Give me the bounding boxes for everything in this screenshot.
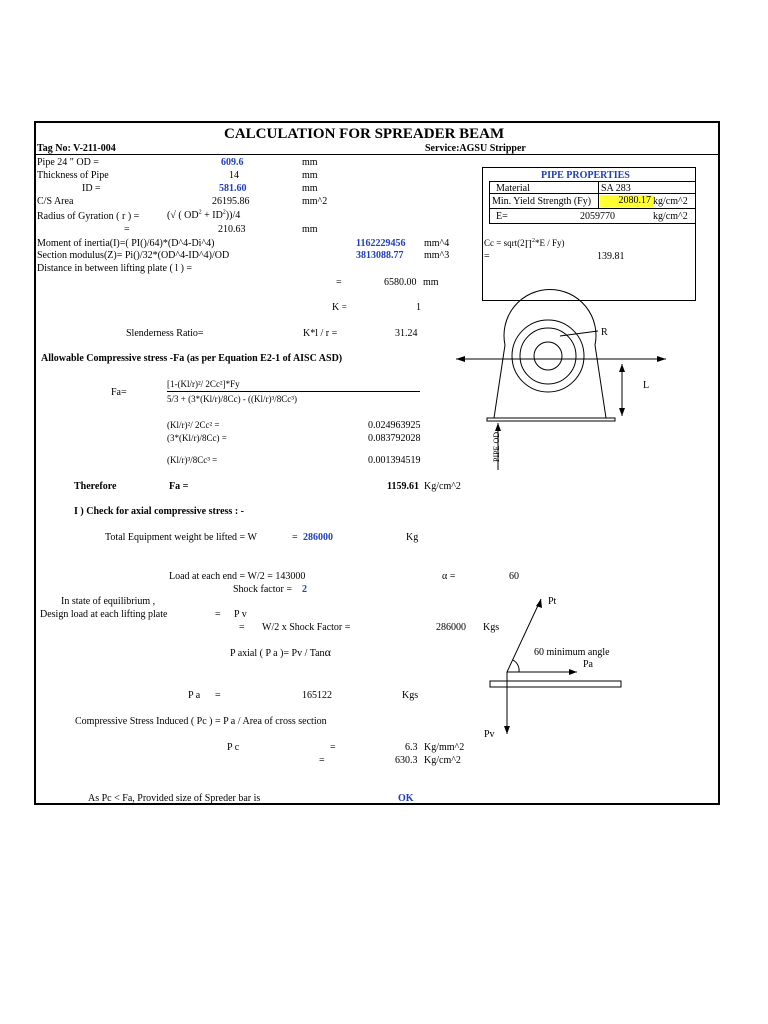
pipe-od-unit: mm — [302, 157, 318, 168]
id-label: ID = — [82, 183, 101, 194]
allowable-heading: Allowable Compressive stress -Fa (as per Equation E2-1 of AISC ASD) — [41, 353, 343, 364]
rog-equals: = — [124, 224, 130, 235]
tag-number: Tag No: V-211-004 — [37, 143, 116, 154]
axial-check-heading: I ) Check for axial compressive stress : - — [74, 506, 244, 517]
moi-label: Moment of inertia(I)=( PI()/64)*(D^4-Di^4) — [37, 238, 215, 249]
pc-equals-1: = — [330, 742, 336, 753]
slenderness-label: Slenderness Ratio= — [126, 328, 204, 339]
fa-denominator: 5/3 + (3*(Kl/r)/8Cc) - ((Kl/r)³/8Cc³) — [167, 394, 297, 404]
cs-area-value: 26195.86 — [212, 196, 250, 207]
material-label: Material — [496, 183, 530, 194]
pa-unit: Kgs — [402, 690, 419, 701]
moi-unit: mm^4 — [424, 238, 450, 249]
pipe-properties-heading: PIPE PROPERTIES — [541, 170, 630, 181]
distance-unit: mm — [423, 277, 439, 288]
result-ok: OK — [398, 793, 414, 804]
pc-value-1: 6.3 — [405, 742, 418, 753]
term2-label: (3*(Kl/r)/8Cc) = — [167, 433, 227, 443]
therefore-label: Therefore — [74, 481, 117, 492]
pc-value-2: 630.3 — [395, 755, 418, 766]
material-value: SA 283 — [601, 183, 631, 194]
pa-label: P a — [188, 690, 201, 701]
rog-unit: mm — [302, 224, 318, 235]
rog-label: Radius of Gyration ( r ) = — [37, 211, 140, 222]
pc-unit-2: Kg/cm^2 — [424, 755, 461, 766]
k-label: K = — [332, 302, 347, 313]
pa-value: 165122 — [302, 690, 332, 701]
term3-label: (Kl/r)³/8Cc³ = — [167, 455, 218, 465]
pt-label: Pt — [548, 596, 557, 607]
shock-factor-value: 2 — [302, 584, 307, 595]
section-modulus-value: 3813088.77 — [356, 250, 404, 261]
weight-unit: Kg — [406, 532, 419, 543]
pv-value: 286000 — [436, 622, 466, 633]
design-load-label: Design load at each lifting plate — [40, 609, 168, 620]
k-value: 1 — [416, 302, 421, 313]
weight-label: Total Equipment weight be lifted = W — [105, 532, 257, 543]
fa-result-label: Fa = — [169, 481, 189, 492]
id-unit: mm — [302, 183, 318, 194]
pc-unit-1: Kg/mm^2 — [424, 742, 465, 753]
shock-factor-label: Shock factor = — [233, 584, 292, 595]
pc-equals-2: = — [319, 755, 325, 766]
slenderness-value: 31.24 — [395, 328, 418, 339]
elastic-modulus-label: E= — [496, 211, 508, 222]
distance-equals: = — [336, 277, 342, 288]
thickness-label: Thickness of Pipe — [37, 170, 109, 181]
cc-formula: Cc = sqrt(2∏$^2$*E / Fy) — [484, 238, 565, 248]
elastic-modulus-unit: kg/cm^2 — [653, 211, 688, 222]
cc-equals: = — [484, 251, 490, 262]
angle-label: 60 minimum angle — [534, 647, 610, 658]
yield-strength-label: Min. Yield Strength (Fy) — [492, 196, 592, 207]
yield-strength-unit: kg/cm^2 — [653, 196, 688, 207]
rog-value: 210.63 — [218, 224, 246, 235]
section-modulus-label: Section modulus(Z)= Pi()/32*(OD^4-ID^4)/OD — [37, 250, 230, 261]
moi-value: 1162229456 — [356, 238, 406, 249]
paxial-formula: P axial ( P a )= Pv / Tanα — [230, 645, 331, 659]
alpha-label: α = — [442, 571, 456, 582]
thickness-value: 14 — [229, 170, 239, 181]
pipe-od-value: 609.6 — [221, 157, 244, 168]
fa-result-unit: Kg/cm^2 — [424, 481, 461, 492]
pv-symbol: P v — [234, 609, 247, 620]
pc-label: P c — [227, 742, 240, 753]
pa-equals: = — [215, 690, 221, 701]
slenderness-formula: K*l / r = — [303, 328, 338, 339]
pv-equals: = — [239, 622, 245, 633]
id-value: 581.60 — [219, 183, 247, 194]
alpha-value: 60 — [509, 571, 519, 582]
pv-force-label: Pv — [484, 729, 495, 740]
rog-formula: (√ ( $OD^2 + ID^2))/4$ — [167, 209, 241, 221]
pv-unit: Kgs — [483, 622, 500, 633]
fa-result-value: 1159.61 — [387, 481, 419, 492]
term3-value: 0.001394519 — [368, 455, 421, 466]
term2-value: 0.083792028 — [368, 433, 421, 444]
section-modulus-unit: mm^3 — [424, 250, 450, 261]
design-load-equals: = — [215, 609, 221, 620]
term1-label: (Kl/r)²/ 2Cc² = — [167, 420, 220, 430]
weight-value: 286000 — [303, 532, 333, 543]
load-each-end: Load at each end = W/2 = 143000 — [169, 571, 306, 582]
pa-force-label: Pa — [583, 659, 593, 670]
cs-area-unit: mm^2 — [302, 196, 328, 207]
conclusion-text: As Pc < Fa, Provided size of Spreder bar is — [88, 793, 261, 804]
thickness-unit: mm — [302, 170, 318, 181]
fa-numerator: [1-(Kl/r)²/ 2Cc²]*Fy — [167, 379, 240, 389]
fa-label: Fa= — [111, 387, 127, 398]
cs-area-label: C/S Area — [37, 196, 74, 207]
equilibrium-text: In state of equilibrium , — [61, 596, 156, 607]
pv-formula: W/2 x Shock Factor = — [262, 622, 351, 633]
height-label: L — [643, 380, 650, 391]
elastic-modulus-value: 2059770 — [580, 211, 615, 222]
weight-equals: = — [292, 532, 298, 543]
service-label: Service:AGSU Stripper — [425, 143, 526, 154]
page-title: CALCULATION FOR SPREADER BEAM — [224, 126, 505, 142]
distance-value: 6580.00 — [384, 277, 417, 288]
induced-stress-label: Compressive Stress Induced ( Pc ) = P a / Area of cross section — [75, 716, 327, 727]
pipe-od-label: PIPE OD — [492, 431, 501, 462]
pipe-label: Pipe 24 " OD = — [37, 157, 99, 168]
yield-strength-value: 2080.17 — [600, 195, 653, 207]
cc-value: 139.81 — [597, 251, 625, 262]
distance-label: Distance in between lifting plate ( l ) = — [37, 263, 193, 274]
radius-label: R — [601, 327, 608, 338]
term1-value: 0.024963925 — [368, 420, 421, 431]
